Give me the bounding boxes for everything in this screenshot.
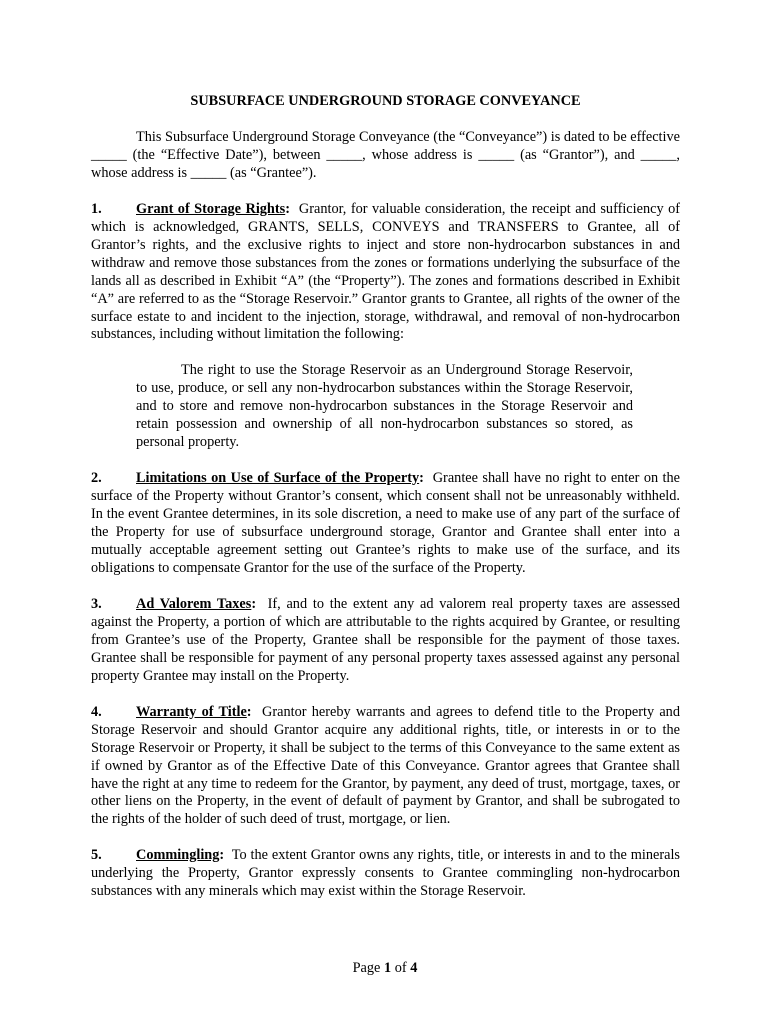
block-quote: The right to use the Storage Reservoir as an Underground Storage Reservoir, to use, produce, or sell any non-hydrocarbon substances within the Storage Reservoir, and to store and remove non-hydrocarbon substances in the Storage Reservoir and retain possession and ownership of all non-hydrocarbon substances so stored, as personal property. [136, 362, 633, 451]
section-number: 5. [91, 847, 102, 864]
section-2 [91, 470, 680, 578]
section-4 [91, 704, 680, 830]
section-colon: : [219, 847, 225, 864]
section-body: Grantor, for valuable consideration, the receipt and sufficiency of which is acknowledged, GRANTS, SELLS, CONVEYS and TRANSFERS to Grantee, all of Grantor’s rights, and the exclusive rights to inject and store non-hydrocarbon substances in and withdraw and remove those substances from the zones or formations underlying the subsurface of the lands all as described in Exhibit “A” (the “Property”). The zones and formations described in Exhibit “A” are referred to as the “Storage Reservoir.” Grantor grants to Grantee, all rights of the owner of the surface estate to and incident to the injection, storage, withdrawal, and removal of non-hydrocarbon substances, including without limitation the following: [91, 200, 680, 343]
section-number: 1. [91, 200, 102, 217]
section-body: Grantee shall have no right to enter on the surface of the Property without Grantor’s consent, which consent shall not be unreasonably withheld. In the event Grantee determines, in its sole discretion, a need to make use of any part of the surface of the Property for use of subsurface underground storage, Grantor and Grantee shall enter into a mutually acceptable agreement setting out Grantee’s rights to make use of the surface, and its obligations to compensate Grantor for the use of the surface of the Property. [91, 470, 680, 576]
current-page-number: 1 [383, 960, 392, 976]
section-heading: Ad Valorem Taxes [136, 595, 252, 612]
document-body [91, 93, 680, 919]
section-number: 4. [91, 703, 102, 720]
section-3 [91, 596, 680, 686]
section-colon: : [246, 703, 252, 720]
section-body: To the extent Grantor owns any rights, title, or interests in and to the minerals underlying the Property, Grantor expressly consents to Grantee commingling non-hydrocarbon substances with any minerals which may exist within the Storage Reservoir. [91, 847, 680, 900]
section-heading: Warranty of Title [136, 703, 247, 720]
section-number: 3. [91, 595, 102, 612]
section-1 [91, 201, 680, 345]
of-label: of [394, 960, 407, 976]
section-5 [91, 847, 680, 901]
page-label: Page [352, 960, 381, 976]
total-pages-number: 4 [410, 960, 418, 976]
section-number: 2. [91, 470, 102, 487]
section-colon: : [285, 200, 290, 217]
section-colon: : [419, 470, 424, 487]
section-heading: Limitations on Use of Surface of the Property [136, 470, 420, 487]
section-body: If, and to the extent any ad valorem real property taxes are assessed against the Property, a portion of which are attributable to the rights acquired by Grantee, or resulting from Grantee’s use of the Property, Grantee shall be responsible for the payment of those taxes. Grantee shall be responsible for payment of any personal property taxes assessed against any personal property Grantee may install on the Property. [91, 595, 680, 684]
section-body: Grantor hereby warrants and agrees to defend title to the Property and Storage Reservoir and should Grantor acquire any additional rights, title, or interests in or to the Storage Reservoir or Property, it shall be subject to the terms of this Conveyance to the same extent as if owned by Grantor as of the Effective Date of this Conveyance. Grantor agrees that Grantee shall have the right at any time to redeem for the Grantor, by payment, any deed of trust, mortgage, taxes, or other liens on the Property, in the event of default of payment by Grantor, and shall be subrogated to the rights of the holder of such deed of trust, mortgage, or lien. [91, 703, 680, 828]
page-footer [0, 960, 770, 977]
section-colon: : [251, 595, 257, 612]
section-heading: Grant of Storage Rights [136, 200, 286, 217]
section-heading: Commingling [136, 847, 220, 864]
intro-paragraph: This Subsurface Underground Storage Conveyance (the “Conveyance”) is dated to be effective _____ (the “Effective Date”), between _____, whose address is _____ (as “Grantor”), and _____, whose address is _____ (as “Grantee”). [91, 128, 680, 181]
document-title: SUBSURFACE UNDERGROUND STORAGE CONVEYANCE [190, 93, 581, 109]
